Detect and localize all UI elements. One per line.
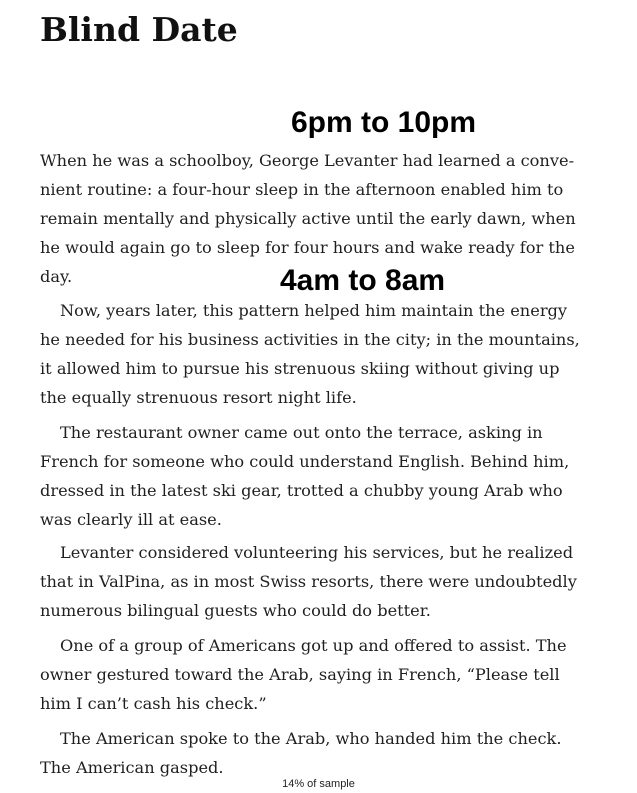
text-line: Levanter considered volunteering his services, but he realized — [60, 543, 574, 562]
text-line: The restaurant owner came out onto the terrace, asking in — [60, 423, 543, 442]
text-line: was clearly ill at ease. — [40, 510, 222, 529]
paragraph-2 — [40, 296, 595, 412]
text-line: owner gestured toward the Arab, saying in French, “Please tell — [40, 665, 560, 684]
text-line: When he was a schoolboy, George Levanter had learned a conve- — [40, 151, 575, 170]
text-line: One of a group of Americans got up and offered to assist. The — [60, 636, 567, 655]
text-line: day. — [40, 267, 73, 286]
paragraph-5 — [40, 631, 595, 718]
text-line: French for someone who could understand English. Behind him, — [40, 452, 570, 471]
text-line: the equally strenuous resort night life. — [40, 388, 357, 407]
chapter-title: Blind Date — [40, 10, 238, 49]
text-line: that in ValPina, as in most Swiss resorts, there were undoubtedly — [40, 572, 577, 591]
paragraph-6 — [40, 724, 595, 782]
text-line: it allowed him to pursue his strenuous skiing without giving up — [40, 359, 560, 378]
text-line: he needed for his business activities in the city; in the mountains, — [40, 330, 580, 349]
overlay-label-6pm-10pm: 6pm to 10pm — [291, 106, 477, 139]
paragraph-4 — [40, 538, 595, 625]
text-line: remain mentally and physically active until the early dawn, when — [40, 209, 576, 228]
text-line: The American gasped. — [40, 758, 224, 777]
text-line: numerous bilingual guests who could do better. — [40, 601, 431, 620]
text-line: nient routine: a four-hour sleep in the afternoon enabled him to — [40, 180, 564, 199]
overlay-label-4am-8am: 4am to 8am — [280, 264, 446, 297]
text-line: dressed in the latest ski gear, trotted a chubby young Arab who — [40, 481, 563, 500]
text-line: he would again go to sleep for four hours and wake ready for the — [40, 238, 575, 257]
text-line: The American spoke to the Arab, who handed him the check. — [60, 729, 562, 748]
text-line: him I can’t cash his check.” — [40, 694, 267, 713]
progress-indicator: 14% of sample — [282, 778, 355, 790]
paragraph-3 — [40, 418, 595, 534]
text-line: Now, years later, this pattern helped him maintain the energy — [60, 301, 568, 320]
